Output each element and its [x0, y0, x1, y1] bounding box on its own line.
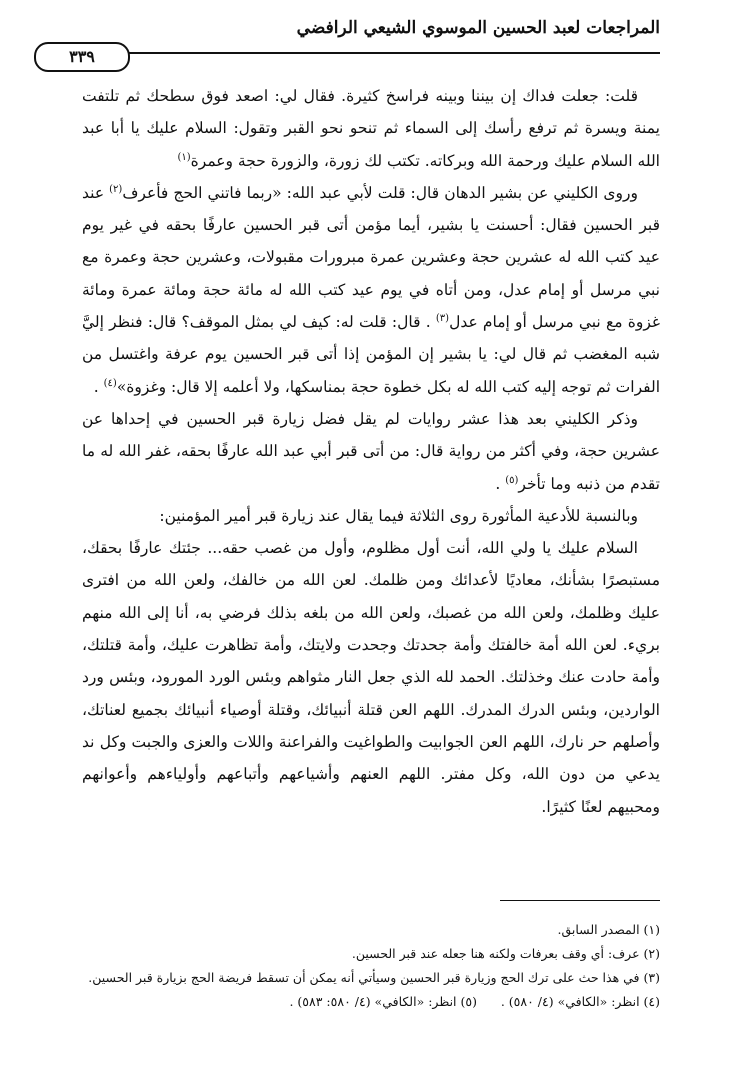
running-header [80, 14, 660, 46]
paragraph-2-text-c: . قال: قلت له: كيف لي بمثل الموقف؟ قال: فنظر إليَّ شبه المغضب ثم قال لي: يا بشير إن المؤمن إذا أتى قبر الحسين يوم عرفة واغتسل من الفرات ثم توجه إليه كتب الله له بكل خطوة حجة بمناسكها، ولا أعلمه إلا قال: وغزوة» [82, 313, 660, 396]
header-rule [80, 52, 660, 54]
footnote-ref-3: (٣) [435, 312, 450, 324]
paragraph-2 [82, 177, 660, 403]
paragraph-2-text-a: وروى الكليني عن بشير الدهان قال: قلت لأبي عبد الله: «ربما فاتني الحج فأعرف [122, 183, 638, 202]
paragraph-1 [82, 80, 660, 177]
footnote-5: (٥) انظر: «الكافي» (٤/ ٥٨٠: ٥٨٣) . [289, 994, 477, 1009]
footnote-1: (١) المصدر السابق. [557, 922, 660, 937]
main-text [82, 80, 660, 823]
book-title: المراجعات لعبد الحسين الموسوي الشيعي الرافضي [296, 18, 660, 38]
paragraph-4: وبالنسبة للأدعية المأثورة روى الثلاثة فيما يقال عند زيارة قبر أمير المؤمنين: [159, 506, 638, 525]
paragraph-3-text: وذكر الكليني بعد هذا عشر روايات لم يقل فضل زيارة قبر الحسين في إحداها عن عشرين حجة، وفي أكثر من رواية قال: من أتى قبر أبي عبد الله عارفًا بحقه، غفر الله له ما تقدم من ذنبه وما تأخر [82, 409, 660, 493]
paragraph-5-supplication: السلام عليك يا ولي الله، أنت أول مظلوم، وأول من غصب حقه... جئتك عارفًا بحقك، مستبصرًا بشأنك، معاديًا لأعدائك ومن ظلمك. لعن الله من خالفك، ولعن الله من افترى عليك وظلمك، ولعن الله من غصبك، ولعن الله من بلغه بذلك فرضي به، أنا إلى الله منهم بريء. لعن الله أمة خالفتك وأمة جحدتك وجحدت ولايتك، وأمة تظاهرت عليك، وأمة قتلتك، وأمة حادت عنك وخذلتك. الحمد لله الذي جعل النار مثواهم وبئس الورد المورود، وبئس ورد الواردين، وبئس الدرك المدرك. اللهم العن قتلة أنبيائك، وقتلة أوصياء أنبيائك بجميع لعناتك، وأصلهم حر نارك، اللهم العن الجوابيت والطواغيت والفراعنة واللات والعزى والجبت وكل ند يدعي من دون الله، وكل مفتر. اللهم العنهم وأشياعهم وأتباعهم وأولياءهم وأعوانهم ومحبيهم لعنًا كثيرًا. [82, 539, 660, 816]
paragraph-1-text: قلت: جعلت فداك إن بيننا وبينه فراسخ كثيرة. فقال لي: اصعد فوق سطحك ثم تلتفت يمنة ويسرة ثم ترفع رأسك إلى السماء ثم تنحو نحو القبر وتقول: السلام عليك يا أبا عبد الله السلام عليك ورحمة الله وبركاته. تكتب لك زورة، والزورة حجة وعمرة [82, 87, 660, 170]
footnote-ref-5: (٥) [505, 474, 519, 486]
footnote-ref-4: (٤) [103, 377, 117, 389]
footnote-3: (٣) في هذا حث على ترك الحج وزيارة قبر الحسين وسيأتي أنه يمكن أن تسقط فريضة الحج بزيارة قبر الحسين. [88, 970, 660, 985]
paragraph-2-end: . [93, 377, 104, 396]
footnote-rule [500, 900, 660, 901]
paragraph-2-text-b: عند قبر الحسين فقال: أحسنت يا بشير، أيما مؤمن أتى قبر الحسين عارفًا بحقه في غير يوم عيد كتب الله له عشرين حجة وعشرين عمرة مبرورات مقبولات، وعشرين حجة وعمرة مع نبي مرسل أو إمام عدل، ومن أتاه في يوم عيد كتب الله له مائة حجة ومائة عمرة ومائة غزوة مع نبي مرسل أو إمام عدل [82, 183, 660, 332]
footnote-4: (٤) انظر: «الكافي» (٤/ ٥٨٠) . [500, 994, 660, 1009]
footnote-ref-1: (١) [177, 151, 191, 163]
paragraph-3 [82, 403, 660, 500]
footnote-2: (٢) عرف: أي وقف بعرفات ولكنه هنا جعله عند قبر الحسين. [351, 946, 660, 961]
page-number: ٣٣٩ [34, 42, 130, 72]
footnotes [82, 918, 660, 1014]
paragraph-3-end: . [495, 474, 506, 493]
footnote-4-5 [82, 990, 660, 1014]
footnote-ref-2: (٢) [109, 183, 123, 195]
